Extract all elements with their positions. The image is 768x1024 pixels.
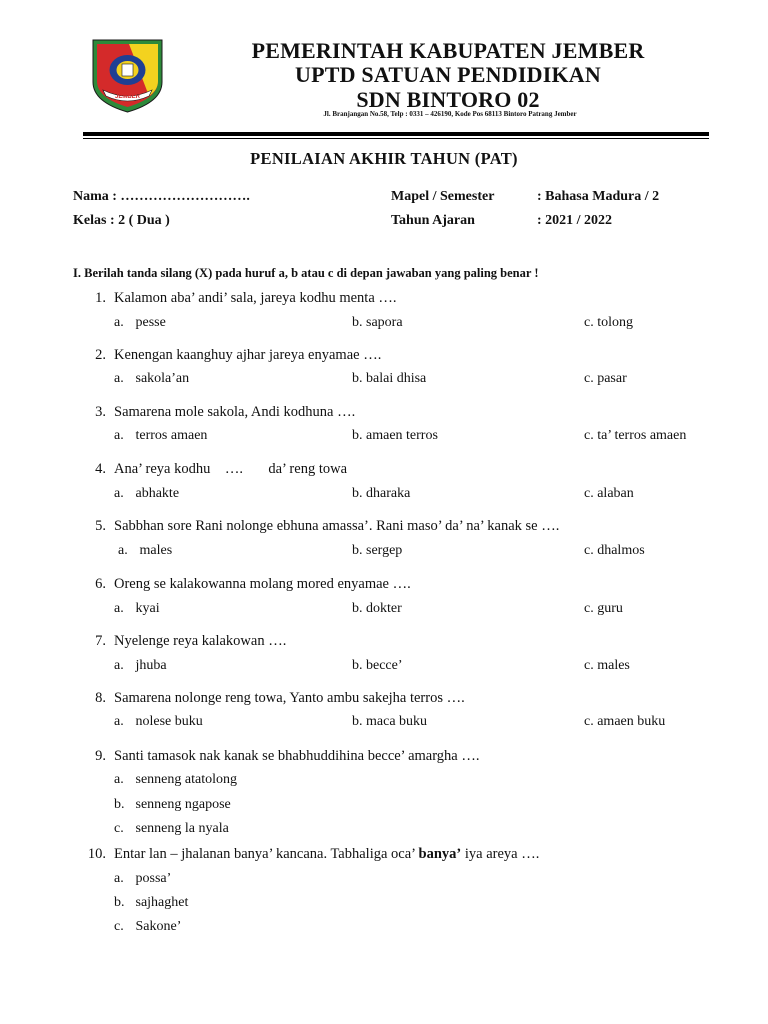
info-kelas: Kelas : 2 ( Dua ) [73, 213, 170, 228]
option-4b: b. dharaka [352, 486, 411, 501]
option-5b: b. sergep [352, 543, 403, 558]
question-5: 5. Sabbhan sore Rani nolonge ebhuna amassa’. Rani maso’ da’ na’ kanak se …. [95, 518, 560, 534]
header-line-2: UPTD SATUAN PENDIDIKAN [295, 62, 601, 87]
option-5a: a. males [118, 543, 173, 558]
option-9c: c. senneng la nyala [114, 821, 229, 836]
jember-logo [89, 38, 166, 114]
question-9: 9. Santi tamasok nak kanak se bhabhuddihina becce’ amargha …. [95, 748, 480, 764]
option-2b: b. balai dhisa [352, 371, 427, 386]
option-7b: b. becce’ [352, 658, 403, 673]
question-6: 6. Oreng se kalakowanna molang mored enyamae …. [95, 576, 411, 592]
exam-title: PENILAIAN AKHIR TAHUN (PAT) [250, 149, 518, 168]
option-6c: c. guru [584, 601, 623, 616]
option-7a: a. jhuba [114, 658, 167, 673]
option-1c: c. tolong [584, 315, 633, 330]
info-mapel-label: Mapel / Semester [391, 189, 495, 204]
option-4c: c. alaban [584, 486, 634, 501]
question-4: 4. Ana’ reya kodhu …. da’ reng towa [95, 461, 347, 477]
option-6a: a. kyai [114, 601, 160, 616]
info-tahun-label: Tahun Ajaran [391, 213, 475, 228]
instruction: I. Berilah tanda silang (X) pada huruf a, b atau c di depan jawaban yang paling benar ! [73, 266, 539, 280]
header-rule-thin [83, 138, 709, 139]
option-10b: b. sajhaghet [114, 895, 189, 910]
header-rule-thick [83, 132, 709, 136]
option-8c: c. amaen buku [584, 714, 666, 729]
option-1b: b. sapora [352, 315, 403, 330]
svg-text:JEMBER: JEMBER [114, 94, 141, 100]
option-9a: a. senneng atatolong [114, 772, 237, 787]
question-2: 2. Kenengan kaanghuy ajhar jareya enyamae …. [95, 347, 382, 363]
option-7c: c. males [584, 658, 630, 673]
question-7: 7. Nyelenge reya kalakowan …. [95, 633, 287, 649]
option-2c: c. pasar [584, 371, 627, 386]
header-address: Jl. Branjangan No.58, Telp : 0331 – 426190, Kode Pos 68113 Bintoro Patrang Jember [323, 110, 577, 118]
option-3c: c. ta’ terros amaen [584, 428, 687, 443]
option-10c: c. Sakone’ [114, 919, 182, 934]
option-3a: a. terros amaen [114, 428, 208, 443]
question-3: 3. Samarena mole sakola, Andi kodhuna …. [95, 404, 356, 420]
header-line-1: PEMERINTAH KABUPATEN JEMBER [251, 38, 645, 63]
option-6b: b. dokter [352, 601, 402, 616]
header-line-3: SDN BINTORO 02 [356, 87, 540, 112]
option-9b: b. senneng ngapose [114, 797, 231, 812]
info-mapel-value: : Bahasa Madura / 2 [537, 189, 660, 204]
option-2a: a. sakola’an [114, 371, 190, 386]
option-8b: b. maca buku [352, 714, 428, 729]
question-10: 10. Entar lan – jhalanan banya’ kancana. Tabhaliga oca’ banya’ iya areya …. [87, 846, 540, 862]
option-4a: a. abhakte [114, 486, 180, 501]
option-1a: a. pesse [114, 315, 166, 330]
option-10a: a. possa’ [114, 871, 172, 886]
info-nama: Nama : ………………………. [73, 189, 250, 204]
question-8: 8. Samarena nolonge reng towa, Yanto ambu sakejha terros …. [95, 690, 465, 706]
question-1: 1. Kalamon aba’ andi’ sala, jareya kodhu menta …. [95, 290, 397, 306]
option-5c: c. dhalmos [584, 543, 645, 558]
option-8a: a. nolese buku [114, 714, 203, 729]
info-tahun-value: : 2021 / 2022 [537, 213, 613, 228]
option-3b: b. amaen terros [352, 428, 438, 443]
